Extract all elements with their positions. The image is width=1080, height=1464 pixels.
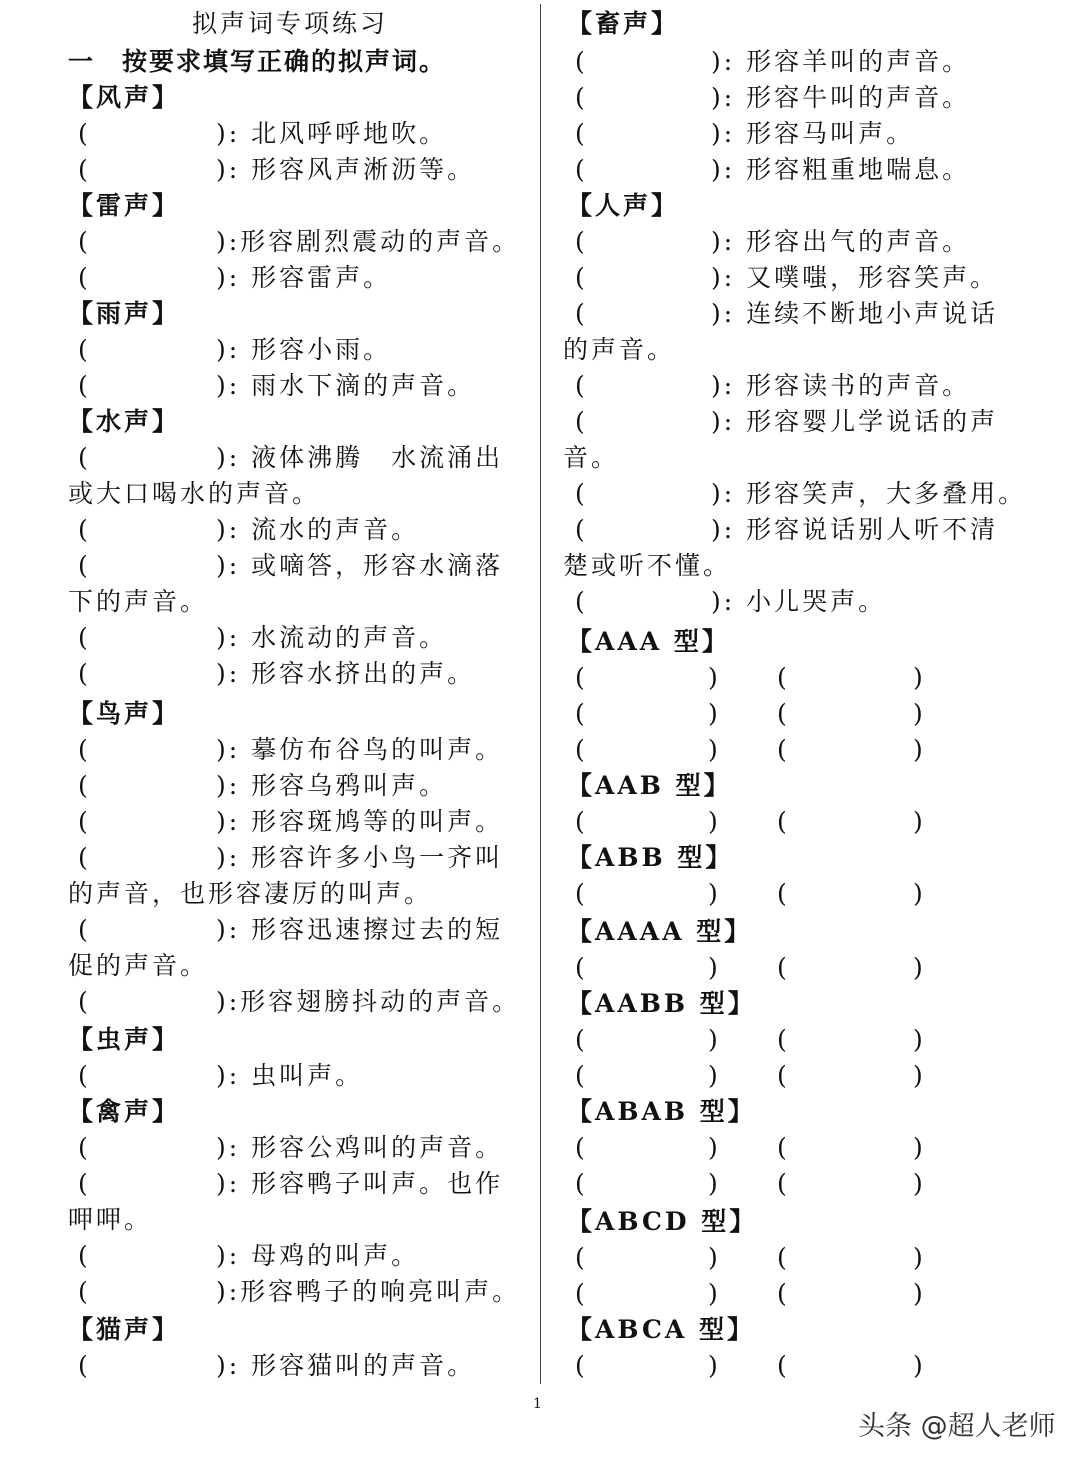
open-paren: ( <box>575 83 588 112</box>
fill-line <box>545 152 1080 188</box>
fill-line <box>0 620 540 656</box>
category-cat-header: 【猫声】 <box>68 1315 181 1344</box>
close-paren: ) <box>913 879 926 908</box>
column-divider <box>540 4 541 1384</box>
fill-line <box>545 80 1080 116</box>
close-paren: ) <box>708 663 721 692</box>
blank-pair-row <box>545 1166 1080 1202</box>
clue-text: ): 形容读书的声音。 <box>711 371 971 400</box>
fill-line <box>545 584 1080 620</box>
open-paren: ( <box>78 515 91 544</box>
fill-line <box>545 368 1080 404</box>
close-paren: ) <box>913 735 926 764</box>
open-paren: ( <box>78 263 91 292</box>
open-paren: ( <box>777 1243 790 1272</box>
open-paren: ( <box>575 263 588 292</box>
clue-text: ): 或嘀答，形容水滴落 <box>216 551 504 580</box>
open-paren: ( <box>78 843 91 872</box>
clue-text: ): 形容出气的声音。 <box>711 227 971 256</box>
clue-text: ): 又噗嗤，形容笑声。 <box>711 263 999 292</box>
blank-pair-row <box>545 660 1080 696</box>
fill-line <box>0 912 540 948</box>
clue-text: ): 形容猫叫的声音。 <box>216 1351 476 1380</box>
fill-line <box>0 548 540 584</box>
category-water-header: 【水声】 <box>68 407 181 436</box>
open-paren: ( <box>777 1351 790 1380</box>
category-wind-header: 【风声】 <box>68 83 181 112</box>
clue-text: ):形容剧烈震动的声音。 <box>216 227 521 256</box>
clue-text: ): 形容小雨。 <box>216 335 392 364</box>
clue-text: ): 流水的声音。 <box>216 515 420 544</box>
pattern-aabb-header: 【AABB 型】 <box>567 989 756 1018</box>
clue-continuation: 呷呷。 <box>68 1205 153 1234</box>
open-paren: ( <box>575 119 588 148</box>
blank-pair-row <box>545 1058 1080 1094</box>
open-paren: ( <box>777 735 790 764</box>
open-paren: ( <box>575 407 588 436</box>
clue-continuation: 的声音。 <box>563 335 676 364</box>
open-paren: ( <box>575 227 588 256</box>
clue-text: ): 母鸡的叫声。 <box>216 1241 420 1270</box>
open-paren: ( <box>575 879 588 908</box>
clue-text: ):形容鸭子的响亮叫声。 <box>216 1277 521 1306</box>
close-paren: ) <box>708 1279 721 1308</box>
fill-line <box>0 1166 540 1202</box>
clue-text: ): 形容水挤出的声。 <box>216 659 476 688</box>
category-thunder-header: 【雷声】 <box>68 191 181 220</box>
open-paren: ( <box>575 47 588 76</box>
clue-text: ): 形容迅速擦过去的短 <box>216 915 504 944</box>
close-paren: ) <box>708 1243 721 1272</box>
fill-line <box>0 116 540 152</box>
fill-line <box>0 1348 540 1384</box>
close-paren: ) <box>913 1061 926 1090</box>
clue-text: ): 形容公鸡叫的声音。 <box>216 1133 504 1162</box>
open-paren: ( <box>777 1025 790 1054</box>
pattern-aaaa-header: 【AAAA 型】 <box>567 917 753 946</box>
blank-pair-row <box>545 950 1080 986</box>
close-paren: ) <box>913 1351 926 1380</box>
open-paren: ( <box>575 515 588 544</box>
clue-continuation: 楚或听不懂。 <box>563 551 732 580</box>
fill-line <box>0 1130 540 1166</box>
pattern-abcd-header: 【ABCD 型】 <box>567 1207 758 1236</box>
close-paren: ) <box>913 1025 926 1054</box>
open-paren: ( <box>575 155 588 184</box>
pattern-abab-header: 【ABAB 型】 <box>567 1097 756 1126</box>
open-paren: ( <box>575 735 588 764</box>
clue-text: ): 虫叫声。 <box>216 1061 364 1090</box>
clue-text: ): 形容马叫声。 <box>711 119 915 148</box>
open-paren: ( <box>777 953 790 982</box>
close-paren: ) <box>708 1351 721 1380</box>
open-paren: ( <box>575 1025 588 1054</box>
category-bird-header: 【鸟声】 <box>68 699 181 728</box>
open-paren: ( <box>777 663 790 692</box>
open-paren: ( <box>78 1351 91 1380</box>
close-paren: ) <box>708 699 721 728</box>
open-paren: ( <box>777 879 790 908</box>
fill-line <box>0 332 540 368</box>
pattern-abb-header: 【ABB 型】 <box>567 843 734 872</box>
fill-line <box>0 1058 540 1094</box>
fill-line <box>545 44 1080 80</box>
open-paren: ( <box>777 1133 790 1162</box>
clue-text: ): 形容说话别人听不清 <box>711 515 999 544</box>
clue-continuation: 下的声音。 <box>68 587 209 616</box>
close-paren: ) <box>708 735 721 764</box>
open-paren: ( <box>78 735 91 764</box>
open-paren: ( <box>777 699 790 728</box>
open-paren: ( <box>78 551 91 580</box>
close-paren: ) <box>708 953 721 982</box>
watermark: 头条 @超人老师 <box>858 1411 1056 1442</box>
open-paren: ( <box>575 1061 588 1090</box>
open-paren: ( <box>777 1061 790 1090</box>
close-paren: ) <box>913 807 926 836</box>
open-paren: ( <box>575 699 588 728</box>
clue-text: ): 形容乌鸦叫声。 <box>216 771 448 800</box>
open-paren: ( <box>78 227 91 256</box>
page-title: 拟声词专项练习 <box>192 9 389 38</box>
open-paren: ( <box>777 807 790 836</box>
open-paren: ( <box>78 1169 91 1198</box>
fill-line <box>0 224 540 260</box>
fill-line <box>545 512 1080 548</box>
fill-line <box>0 152 540 188</box>
close-paren: ) <box>708 1169 721 1198</box>
close-paren: ) <box>913 953 926 982</box>
blank-pair-row <box>545 1240 1080 1276</box>
section-heading: 一 按要求填写正确的拟声词。 <box>68 47 447 76</box>
fill-line <box>0 768 540 804</box>
close-paren: ) <box>913 699 926 728</box>
fill-line <box>545 404 1080 440</box>
fill-line <box>0 368 540 404</box>
clue-text: ): 形容斑鸠等的叫声。 <box>216 807 504 836</box>
clue-text: ): 形容牛叫的声音。 <box>711 83 971 112</box>
open-paren: ( <box>78 1061 91 1090</box>
fill-line <box>0 1238 540 1274</box>
fill-line <box>545 116 1080 152</box>
open-paren: ( <box>575 479 588 508</box>
page-number: 1 <box>533 1396 542 1412</box>
fill-line <box>0 804 540 840</box>
blank-pair-row <box>545 1022 1080 1058</box>
pattern-aab-header: 【AAB 型】 <box>567 771 732 800</box>
open-paren: ( <box>78 371 91 400</box>
clue-text: ): 形容雷声。 <box>216 263 392 292</box>
close-paren: ) <box>913 1243 926 1272</box>
fill-line <box>545 260 1080 296</box>
open-paren: ( <box>575 587 588 616</box>
open-paren: ( <box>575 1279 588 1308</box>
clue-text: ):形容翅膀抖动的声音。 <box>216 987 521 1016</box>
clue-text: ): 水流动的声音。 <box>216 623 448 652</box>
open-paren: ( <box>78 119 91 148</box>
clue-text: ): 形容羊叫的声音。 <box>711 47 971 76</box>
clue-text: ): 北风呼呼地吹。 <box>216 119 448 148</box>
blank-pair-row <box>545 804 1080 840</box>
clue-text: ): 形容笑声，大多叠用。 <box>711 479 1027 508</box>
close-paren: ) <box>913 1169 926 1198</box>
open-paren: ( <box>777 1169 790 1198</box>
blank-pair-row <box>545 1276 1080 1312</box>
close-paren: ) <box>708 807 721 836</box>
fill-line <box>0 984 540 1020</box>
category-insect-header: 【虫声】 <box>68 1025 181 1054</box>
clue-text: ): 形容鸭子叫声。也作 <box>216 1169 504 1198</box>
open-paren: ( <box>78 1133 91 1162</box>
category-human-header: 【人声】 <box>567 191 680 220</box>
open-paren: ( <box>78 623 91 652</box>
clue-text: ): 雨水下滴的声音。 <box>216 371 476 400</box>
clue-text: ): 液体沸腾 水流涌出 <box>216 443 504 472</box>
clue-text: ): 摹仿布谷鸟的叫声。 <box>216 735 504 764</box>
open-paren: ( <box>78 659 91 688</box>
open-paren: ( <box>78 771 91 800</box>
fill-line <box>0 1274 540 1310</box>
clue-text: ): 形容许多小鸟一齐叫 <box>216 843 504 872</box>
close-paren: ) <box>708 1133 721 1162</box>
open-paren: ( <box>78 915 91 944</box>
clue-text: ): 形容粗重地喘息。 <box>711 155 971 184</box>
open-paren: ( <box>575 1133 588 1162</box>
open-paren: ( <box>78 335 91 364</box>
pattern-aaa-header: 【AAA 型】 <box>567 627 730 656</box>
fill-line <box>0 840 540 876</box>
clue-text: ): 连续不断地小声说话 <box>711 299 999 328</box>
open-paren: ( <box>575 807 588 836</box>
open-paren: ( <box>575 953 588 982</box>
fill-line <box>0 656 540 692</box>
blank-pair-row <box>545 696 1080 732</box>
clue-text: ): 小儿哭声。 <box>711 587 887 616</box>
open-paren: ( <box>78 987 91 1016</box>
open-paren: ( <box>777 1279 790 1308</box>
close-paren: ) <box>708 879 721 908</box>
open-paren: ( <box>575 299 588 328</box>
close-paren: ) <box>708 1025 721 1054</box>
clue-text: ): 形容风声淅沥等。 <box>216 155 476 184</box>
clue-continuation: 或大口喝水的声音。 <box>68 479 321 508</box>
fill-line <box>545 224 1080 260</box>
blank-pair-row <box>545 876 1080 912</box>
clue-continuation: 音。 <box>563 443 620 472</box>
fill-line <box>545 296 1080 332</box>
open-paren: ( <box>78 1241 91 1270</box>
open-paren: ( <box>78 807 91 836</box>
open-paren: ( <box>78 155 91 184</box>
fill-line <box>545 476 1080 512</box>
pattern-abca-header: 【ABCA 型】 <box>567 1315 755 1344</box>
clue-continuation: 促的声音。 <box>68 951 209 980</box>
category-fowl-header: 【禽声】 <box>68 1097 181 1126</box>
category-rain-header: 【雨声】 <box>68 299 181 328</box>
clue-continuation: 的声音，也形容凄厉的叫声。 <box>68 879 433 908</box>
close-paren: ) <box>913 663 926 692</box>
open-paren: ( <box>575 371 588 400</box>
blank-pair-row <box>545 1130 1080 1166</box>
fill-line <box>0 732 540 768</box>
fill-line <box>0 512 540 548</box>
open-paren: ( <box>78 443 91 472</box>
blank-pair-row <box>545 732 1080 768</box>
open-paren: ( <box>575 1351 588 1380</box>
close-paren: ) <box>708 1061 721 1090</box>
open-paren: ( <box>78 1277 91 1306</box>
open-paren: ( <box>575 1169 588 1198</box>
fill-line <box>0 440 540 476</box>
clue-text: ): 形容婴儿学说话的声 <box>711 407 999 436</box>
close-paren: ) <box>913 1279 926 1308</box>
blank-pair-row <box>545 1348 1080 1384</box>
open-paren: ( <box>575 663 588 692</box>
close-paren: ) <box>913 1133 926 1162</box>
category-livestock-header: 【畜声】 <box>567 9 680 38</box>
open-paren: ( <box>575 1243 588 1272</box>
fill-line <box>0 260 540 296</box>
